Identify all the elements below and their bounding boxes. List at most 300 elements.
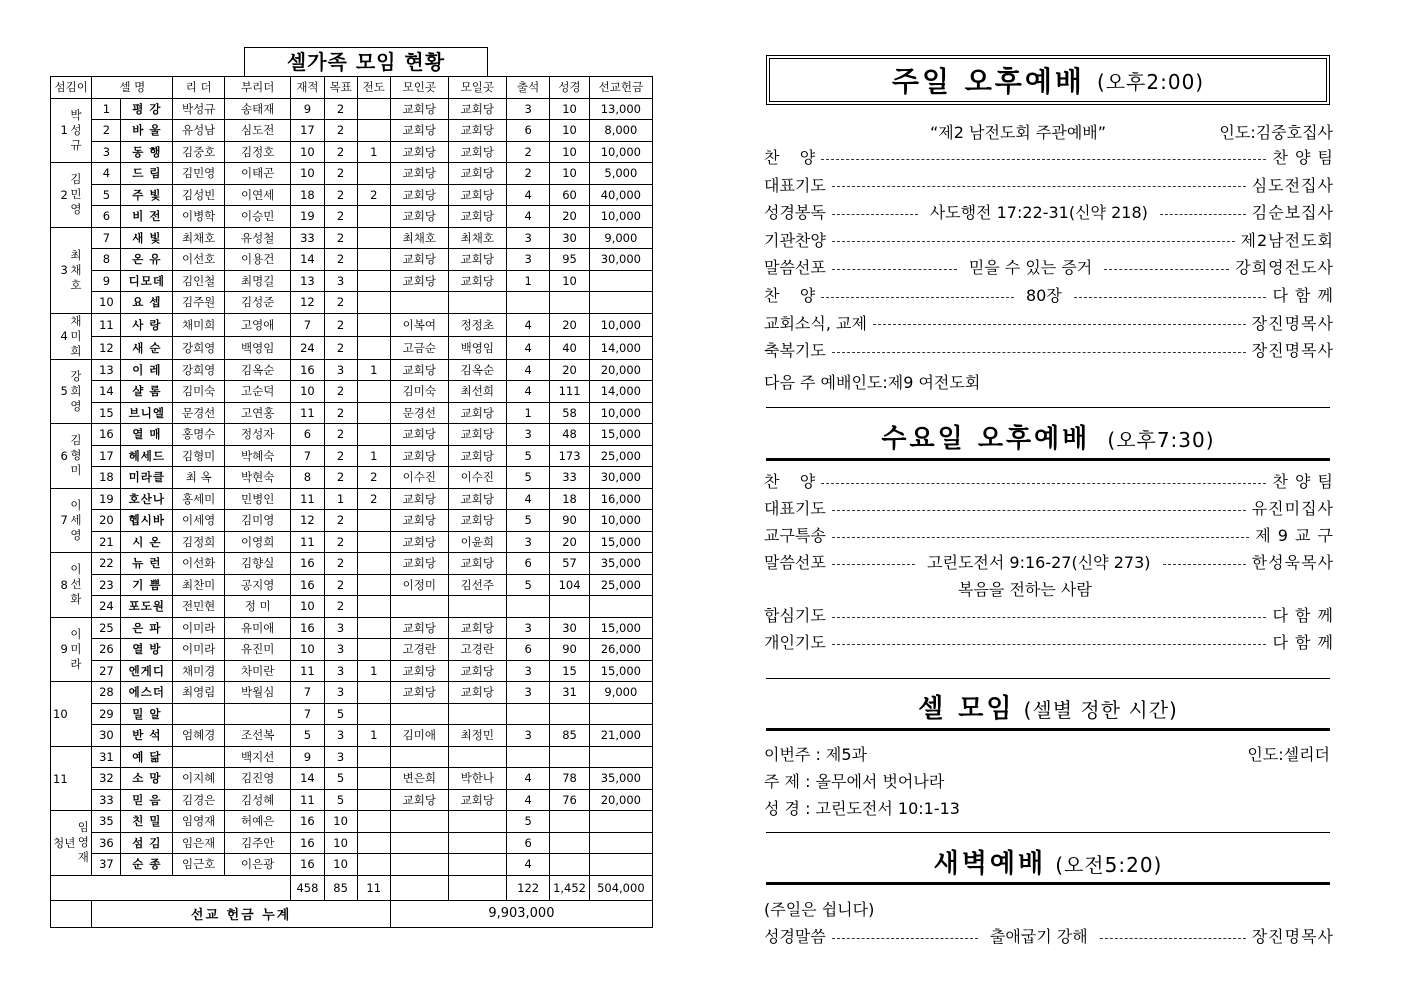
- cell-bible: 10: [550, 120, 589, 142]
- order-person: 한성욱목사: [1251, 553, 1334, 572]
- cell-next-place: 교회당: [448, 617, 506, 639]
- order-label: 말씀선포: [764, 258, 826, 278]
- cell-offering: 10,000: [589, 313, 652, 336]
- sunday-time: (오후2:00): [1096, 69, 1205, 94]
- cell-offering: [589, 854, 652, 876]
- cell-cell-no: 3: [92, 141, 121, 163]
- cell-evangelism: [357, 120, 390, 142]
- cell-cell-name: 열 방: [121, 639, 173, 661]
- cell-enrolled: 33: [291, 227, 324, 249]
- group-cell: [51, 746, 92, 811]
- cell-bible: [550, 703, 589, 725]
- cell-bible: 111: [550, 381, 589, 403]
- cell-evangelism: [357, 98, 390, 120]
- cell-cell-no: 26: [92, 639, 121, 661]
- cell-evangelism: [357, 768, 390, 790]
- cell-leader: 김경은: [173, 789, 225, 811]
- cell-table-body: [51, 98, 653, 875]
- cell-cell-name: 소 망: [121, 768, 173, 790]
- cell-meet-place: 교회당: [390, 445, 448, 467]
- table-row: [51, 206, 653, 228]
- cell-attendance: 1: [506, 270, 550, 292]
- cell-cell-name: 이 레: [121, 359, 173, 381]
- cell-cell-name: 섬 김: [121, 832, 173, 854]
- cell-cell-no: 9: [92, 270, 121, 292]
- order-detail: 고린도전서 9:16-27(신약 273): [927, 553, 1151, 572]
- cell-goal: 3: [324, 725, 357, 747]
- cell-bible: 10: [550, 98, 589, 120]
- cell-status-title: 셀가족 모임 현황: [244, 47, 488, 77]
- cell-meet-place: 이수진: [390, 467, 448, 489]
- cell-cell-name: 순 종: [121, 854, 173, 876]
- order-label: 개인기도: [764, 633, 826, 652]
- group-number: 6: [60, 448, 68, 463]
- table-row: [51, 811, 653, 833]
- cell-meeting-header: [766, 688, 1330, 725]
- cell-offering: [589, 596, 652, 618]
- cell-cell-name: 온 유: [121, 249, 173, 271]
- cell-next-place: 교회당: [448, 445, 506, 467]
- cell-goal: 3: [324, 639, 357, 661]
- cell-cell-no: 21: [92, 531, 121, 553]
- order-row: [764, 284, 1334, 308]
- cell-meet-place: [390, 703, 448, 725]
- divider: [766, 407, 1330, 408]
- cell-enrolled: 18: [291, 184, 324, 206]
- table-row: [51, 768, 653, 790]
- sunday-theme: “제2 남전도회 주관예배”: [930, 123, 1107, 142]
- cell-bible: 78: [550, 768, 589, 790]
- table-row: [51, 854, 653, 876]
- cell-attendance: 4: [506, 206, 550, 228]
- cell-meet-place: 교회당: [390, 163, 448, 185]
- cell-bible: 90: [550, 639, 589, 661]
- wednesday-header: [766, 418, 1330, 455]
- cell-meet-place: 교회당: [390, 359, 448, 381]
- divider: [766, 882, 1330, 885]
- cell-leader: 유성남: [173, 120, 225, 142]
- order-person: 제2남전도회: [1240, 230, 1334, 250]
- cell-cell-name: 예 닮: [121, 746, 173, 768]
- cell-goal: 2: [324, 531, 357, 553]
- cell-cell-no: 4: [92, 163, 121, 185]
- dawn-label: 성경말씀: [764, 927, 826, 946]
- cell-next-place: 교회당: [448, 789, 506, 811]
- fund-row: [51, 900, 653, 927]
- cell-meet-place: 이복여: [390, 313, 448, 336]
- cell-sub-leader: 김정호: [225, 141, 291, 163]
- cell-evangelism: [357, 163, 390, 185]
- cell-next-place: 최선희: [448, 381, 506, 403]
- group-leader: 채미희: [70, 313, 82, 358]
- dawn-title: 새벽예배: [933, 849, 1047, 879]
- cell-goal: 2: [324, 184, 357, 206]
- cell-leader: 이미라: [173, 639, 225, 661]
- cell-sub-leader: 허예은: [225, 811, 291, 833]
- group-number: 8: [60, 577, 68, 592]
- cell-evangelism: [357, 617, 390, 639]
- cell-cell-name: 포도원: [121, 596, 173, 618]
- cell-sub-leader: 이은광: [225, 854, 291, 876]
- totals-row: [51, 875, 653, 900]
- cell-evangelism: [357, 510, 390, 532]
- cell-attendance: 4: [506, 768, 550, 790]
- cell-next-place: 김옥순: [448, 359, 506, 381]
- cell-enrolled: 19: [291, 206, 324, 228]
- cell-cell-name: 은 파: [121, 617, 173, 639]
- cell-enrolled: 11: [291, 660, 324, 682]
- table-row: [51, 98, 653, 120]
- cell-bible: 10: [550, 270, 589, 292]
- cell-enrolled: 10: [291, 596, 324, 618]
- cell-cell-no: 7: [92, 227, 121, 249]
- cell-enrolled: 16: [291, 811, 324, 833]
- group-cell: [51, 98, 92, 163]
- cell-next-place: 교회당: [448, 660, 506, 682]
- cell-leader: 채미경: [173, 660, 225, 682]
- group-number: 4: [60, 329, 68, 343]
- cell-cell-no: 17: [92, 445, 121, 467]
- order-row: [764, 146, 1334, 170]
- cell-evangelism: 2: [357, 488, 390, 510]
- cell-enrolled: 10: [291, 163, 324, 185]
- cell-offering: [589, 703, 652, 725]
- group-number: 11: [53, 771, 68, 786]
- table-row: [51, 249, 653, 271]
- cell-next-place: [448, 854, 506, 876]
- cell-next-place: 교회당: [448, 98, 506, 120]
- cell-meet-place: [390, 832, 448, 854]
- cell-attendance: 4: [506, 359, 550, 381]
- order-person: 유진미집사: [1251, 499, 1334, 518]
- cell-bible: 57: [550, 553, 589, 575]
- order-label: 기관찬양: [764, 230, 826, 250]
- order-row: [764, 551, 1334, 575]
- table-row: [51, 141, 653, 163]
- cell-goal: 2: [324, 402, 357, 424]
- cell-enrolled: 11: [291, 531, 324, 553]
- cell-cell-no: 30: [92, 725, 121, 747]
- cell-next-place: [448, 596, 506, 618]
- cell-attendance: 3: [506, 617, 550, 639]
- cell-enrolled: 12: [291, 292, 324, 314]
- cell-meet-place: 변은희: [390, 768, 448, 790]
- sunday-title: 주일 오후예배: [891, 65, 1085, 98]
- cell-enrolled: 9: [291, 746, 324, 768]
- cell-evangelism: 1: [357, 725, 390, 747]
- cell-sub-leader: 정 미: [225, 596, 291, 618]
- cell-enrolled: 7: [291, 445, 324, 467]
- cell-attendance: 5: [506, 510, 550, 532]
- cell-meet-place: 교회당: [390, 206, 448, 228]
- cell-cell-no: 18: [92, 467, 121, 489]
- col-header: 목표: [324, 77, 357, 99]
- cell-meeting-scripture: 성 경 : 고린도전서 10:1-13: [764, 799, 960, 818]
- order-label: 축복기도: [764, 341, 826, 361]
- cell-cell-no: 35: [92, 811, 121, 833]
- cell-enrolled: 16: [291, 553, 324, 575]
- col-header: 리 더: [173, 77, 225, 99]
- order-person: 다 함 께: [1272, 286, 1335, 305]
- cell-goal: 2: [324, 249, 357, 271]
- cell-cell-name: 드 림: [121, 163, 173, 185]
- cell-meet-place: 문경선: [390, 402, 448, 424]
- cell-attendance: 4: [506, 184, 550, 206]
- cell-cell-no: 15: [92, 402, 121, 424]
- cell-leader: 전민현: [173, 596, 225, 618]
- cell-goal: 3: [324, 682, 357, 704]
- cell-cell-name: 엔게디: [121, 660, 173, 682]
- cell-goal: 2: [324, 553, 357, 575]
- cell-next-place: 교회당: [448, 553, 506, 575]
- cell-goal: 2: [324, 292, 357, 314]
- cell-next-place: [448, 832, 506, 854]
- cell-meet-place: 교회당: [390, 510, 448, 532]
- cell-sub-leader: 이승민: [225, 206, 291, 228]
- cell-leader: 김인철: [173, 270, 225, 292]
- cell-goal: 3: [324, 359, 357, 381]
- cell-cell-name: 뉴 런: [121, 553, 173, 575]
- group-cell: [51, 682, 92, 747]
- table-row: [51, 424, 653, 446]
- cell-sub-leader: 김진영: [225, 768, 291, 790]
- cell-leader: 김성빈: [173, 184, 225, 206]
- cell-meeting-topic: 주 제 : 올무에서 벗어나라: [764, 772, 945, 791]
- total-offering: 504,000: [589, 875, 652, 900]
- order-label: 찬 양: [764, 472, 816, 491]
- cell-bible: 48: [550, 424, 589, 446]
- cell-leader: 문경선: [173, 402, 225, 424]
- cell-sub-leader: 송태재: [225, 98, 291, 120]
- cell-sub-leader: 김향실: [225, 553, 291, 575]
- group-number: 3: [60, 263, 68, 277]
- cell-bible: 20: [550, 531, 589, 553]
- cell-cell-no: 36: [92, 832, 121, 854]
- col-header: 출석: [506, 77, 550, 99]
- order-label: 교회소식, 교제: [764, 313, 867, 333]
- cell-attendance: 3: [506, 531, 550, 553]
- cell-meet-place: 이정미: [390, 574, 448, 596]
- cell-next-place: 이수진: [448, 467, 506, 489]
- cell-evangelism: 1: [357, 141, 390, 163]
- cell-sub-leader: 이태곤: [225, 163, 291, 185]
- group-cell: [51, 553, 92, 618]
- cell-enrolled: 16: [291, 854, 324, 876]
- cell-bible: 58: [550, 402, 589, 424]
- cell-bible: [550, 811, 589, 833]
- cell-leader: [173, 746, 225, 768]
- cell-enrolled: 13: [291, 270, 324, 292]
- cell-goal: 2: [324, 206, 357, 228]
- cell-bible: 104: [550, 574, 589, 596]
- cell-sub-leader: 김주안: [225, 832, 291, 854]
- cell-enrolled: 14: [291, 249, 324, 271]
- cell-sub-leader: 박혜숙: [225, 445, 291, 467]
- total-enrolled: 458: [291, 875, 324, 900]
- cell-evangelism: [357, 402, 390, 424]
- cell-sub-leader: 심도전: [225, 120, 291, 142]
- cell-cell-no: 32: [92, 768, 121, 790]
- cell-offering: 30,000: [589, 467, 652, 489]
- col-header: 선교헌금: [589, 77, 652, 99]
- cell-sub-leader: 공지영: [225, 574, 291, 596]
- cell-sub-leader: 고영애: [225, 313, 291, 336]
- group-leader: 최채호: [70, 247, 82, 292]
- divider: [766, 458, 1330, 461]
- cell-attendance: 2: [506, 141, 550, 163]
- cell-offering: [589, 292, 652, 314]
- cell-evangelism: [357, 227, 390, 249]
- cell-meet-place: 교회당: [390, 553, 448, 575]
- cell-meet-place: 김미숙: [390, 381, 448, 403]
- group-cell: [51, 811, 92, 876]
- cell-meet-place: [390, 746, 448, 768]
- cell-leader: 박성규: [173, 98, 225, 120]
- cell-cell-name: 브니엘: [121, 402, 173, 424]
- cell-cell-no: 37: [92, 854, 121, 876]
- table-row: [51, 574, 653, 596]
- cell-leader: 홍명수: [173, 424, 225, 446]
- cell-evangelism: [357, 639, 390, 661]
- cell-meet-place: 최채호: [390, 227, 448, 249]
- cell-enrolled: 24: [291, 336, 324, 359]
- wednesday-sermon-title: 복음을 전하는 사람: [958, 580, 1092, 599]
- cell-meet-place: 김미애: [390, 725, 448, 747]
- group-number: 2: [60, 187, 68, 202]
- cell-goal: 2: [324, 227, 357, 249]
- table-row: [51, 359, 653, 381]
- cell-meet-place: [390, 292, 448, 314]
- cell-attendance: 4: [506, 488, 550, 510]
- group-cell: [51, 617, 92, 682]
- cell-leader: 김정희: [173, 531, 225, 553]
- cell-sub-leader: 고순덕: [225, 381, 291, 403]
- cell-cell-no: 12: [92, 336, 121, 359]
- cell-sub-leader: 유진미: [225, 639, 291, 661]
- divider: [766, 832, 1330, 833]
- cell-evangelism: [357, 336, 390, 359]
- cell-attendance: 6: [506, 639, 550, 661]
- group-cell: [51, 163, 92, 228]
- cell-goal: 2: [324, 381, 357, 403]
- cell-goal: 2: [324, 574, 357, 596]
- cell-meet-place: 교회당: [390, 789, 448, 811]
- cell-goal: 2: [324, 141, 357, 163]
- cell-attendance: [506, 292, 550, 314]
- cell-cell-name: 헤세드: [121, 445, 173, 467]
- table-row: [51, 381, 653, 403]
- cell-offering: 16,000: [589, 488, 652, 510]
- cell-bible: [550, 596, 589, 618]
- cell-leader: 임영재: [173, 811, 225, 833]
- cell-enrolled: 10: [291, 639, 324, 661]
- cell-leader: 강희영: [173, 336, 225, 359]
- cell-attendance: 5: [506, 811, 550, 833]
- cell-meet-place: [390, 811, 448, 833]
- dawn-note: (주일은 쉽니다): [764, 900, 875, 919]
- cell-enrolled: 16: [291, 617, 324, 639]
- cell-enrolled: 11: [291, 789, 324, 811]
- cell-leader: 이병학: [173, 206, 225, 228]
- cell-goal: 2: [324, 163, 357, 185]
- cell-enrolled: 7: [291, 313, 324, 336]
- cell-leader: 김형미: [173, 445, 225, 467]
- cell-goal: 2: [324, 424, 357, 446]
- cell-goal: 10: [324, 854, 357, 876]
- cell-offering: 25,000: [589, 445, 652, 467]
- cell-offering: [589, 811, 652, 833]
- order-person: 다 함 께: [1272, 606, 1334, 625]
- cell-cell-name: 비 전: [121, 206, 173, 228]
- cell-enrolled: 7: [291, 703, 324, 725]
- cell-leader: 최채호: [173, 227, 225, 249]
- cell-bible: 76: [550, 789, 589, 811]
- cell-sub-leader: 김성준: [225, 292, 291, 314]
- group-number: 9: [60, 642, 68, 657]
- cell-meeting-week: 이번주 : 제5과: [764, 745, 868, 764]
- group-cell: [51, 313, 92, 359]
- table-row: [51, 270, 653, 292]
- group-cell: [51, 359, 92, 424]
- order-person: 다 함 께: [1272, 633, 1334, 652]
- cell-attendance: 3: [506, 98, 550, 120]
- cell-cell-no: 28: [92, 682, 121, 704]
- order-person: 찬 양 팀: [1272, 148, 1334, 167]
- cell-cell-name: 기 쁨: [121, 574, 173, 596]
- order-person: 심도전집사: [1251, 175, 1334, 195]
- group-number: 7: [60, 513, 68, 528]
- cell-offering: 10,000: [589, 402, 652, 424]
- cell-next-place: 교회당: [448, 184, 506, 206]
- cell-offering: [589, 746, 652, 768]
- group-cell: [51, 424, 92, 489]
- table-row: [51, 725, 653, 747]
- table-header-row: [51, 77, 653, 99]
- cell-cell-name: 헵시바: [121, 510, 173, 532]
- cell-cell-no: 24: [92, 596, 121, 618]
- cell-sub-leader: 백영임: [225, 336, 291, 359]
- cell-cell-no: 33: [92, 789, 121, 811]
- cell-attendance: 3: [506, 227, 550, 249]
- cell-attendance: 4: [506, 854, 550, 876]
- cell-leader: 이미라: [173, 617, 225, 639]
- cell-next-place: 교회당: [448, 402, 506, 424]
- cell-bible: 18: [550, 488, 589, 510]
- order-label: 합심기도: [764, 606, 826, 625]
- total-evangelism: 11: [357, 875, 390, 900]
- cell-bible: 85: [550, 725, 589, 747]
- group-leader: 김형미: [70, 433, 82, 478]
- col-header: 부리더: [225, 77, 291, 99]
- cell-goal: 2: [324, 120, 357, 142]
- cell-next-place: 박한나: [448, 768, 506, 790]
- dawn-right: 장진명목사: [1251, 927, 1334, 946]
- cell-goal: 2: [324, 596, 357, 618]
- cell-goal: 10: [324, 811, 357, 833]
- cell-sub-leader: 이연세: [225, 184, 291, 206]
- cell-cell-name: 주 빛: [121, 184, 173, 206]
- cell-sub-leader: [225, 703, 291, 725]
- table-row: [51, 789, 653, 811]
- order-row: [764, 339, 1334, 363]
- cell-bible: 60: [550, 184, 589, 206]
- cell-meet-place: 교회당: [390, 270, 448, 292]
- col-header: 전도: [357, 77, 390, 99]
- cell-bible: 33: [550, 467, 589, 489]
- cell-leader: 임은재: [173, 832, 225, 854]
- cell-offering: [589, 832, 652, 854]
- cell-attendance: 3: [506, 660, 550, 682]
